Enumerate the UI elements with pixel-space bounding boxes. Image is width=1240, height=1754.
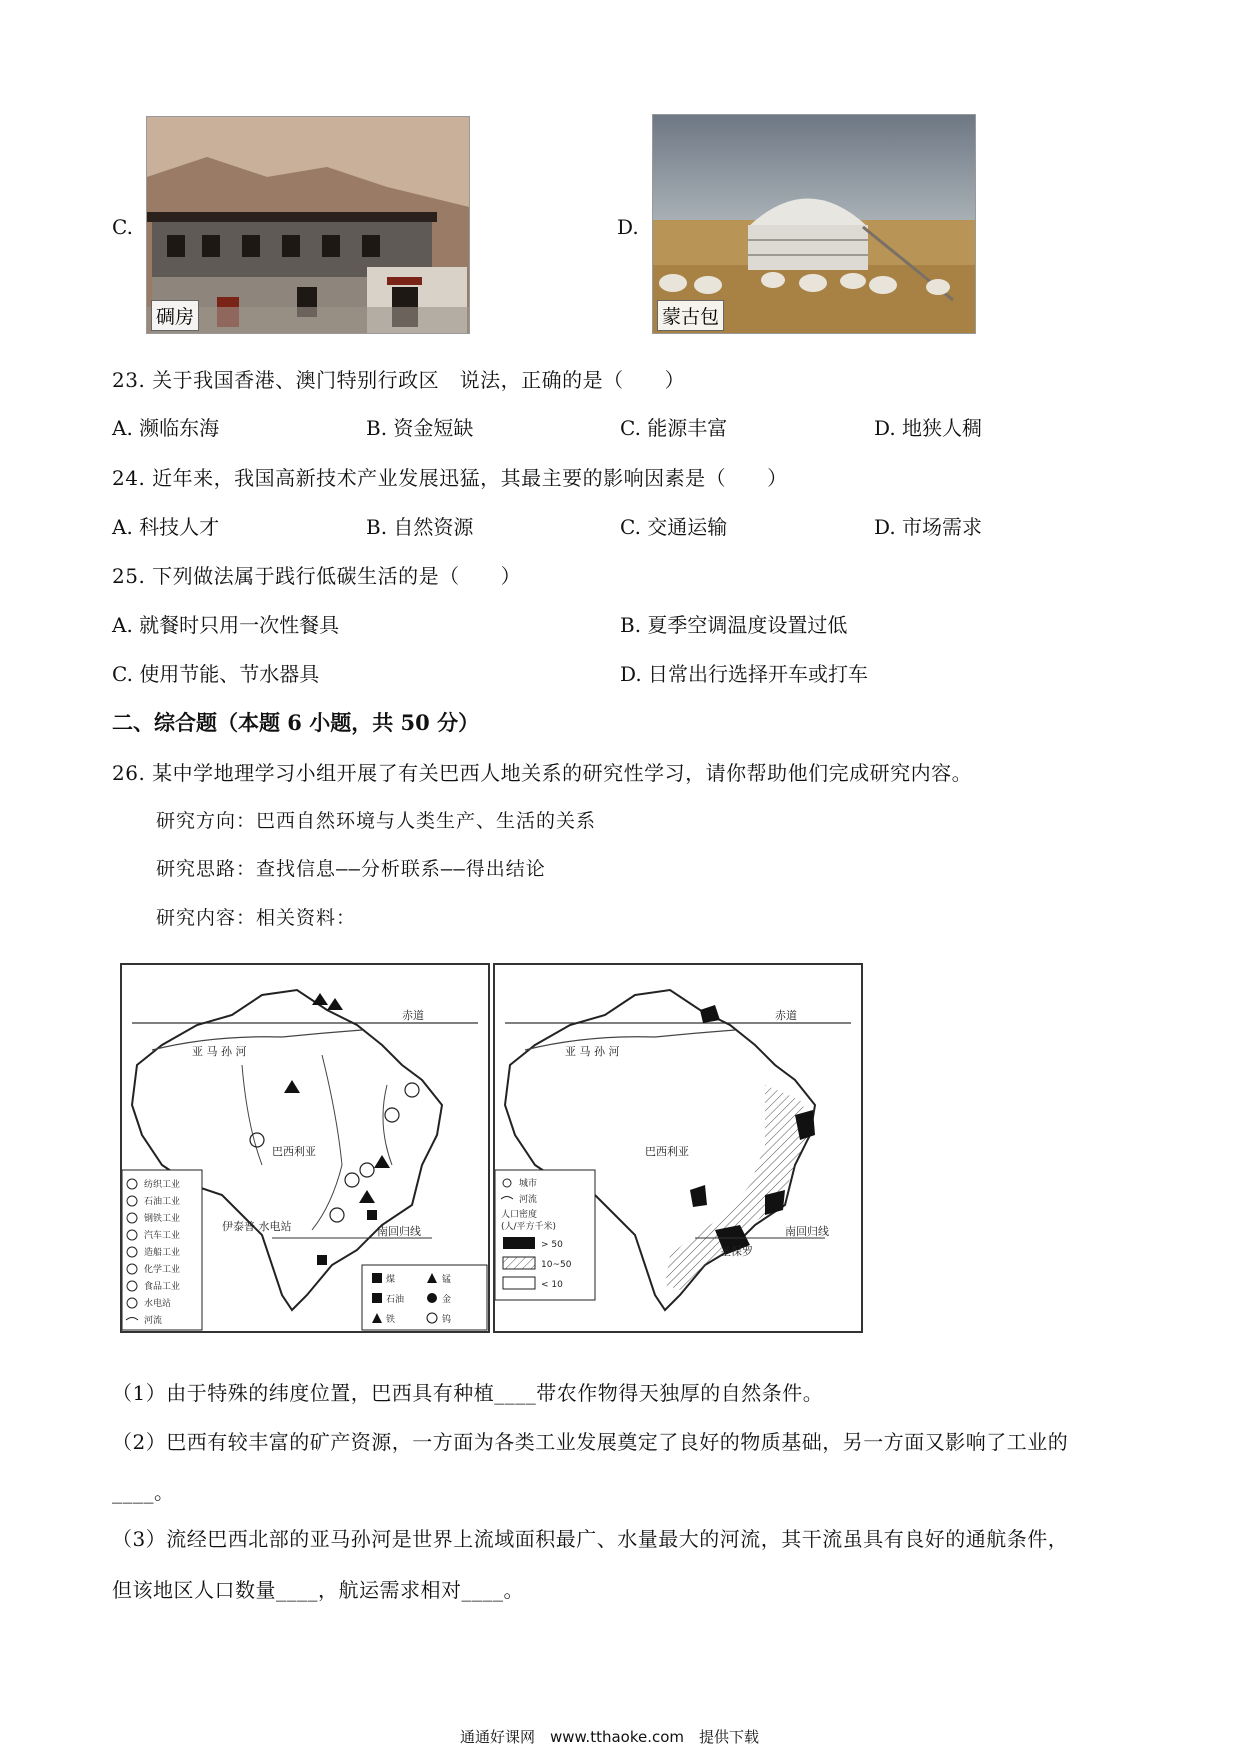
right-tropic-label: 南回归线 (785, 1225, 829, 1238)
option-d-photo (652, 114, 976, 334)
right-brasilia-label: 巴西利亚 (645, 1145, 689, 1158)
svg-text:(人/平方千米): (人/平方千米) (501, 1222, 557, 1232)
svg-text:煤: 煤 (386, 1275, 396, 1285)
left-tropic-label: 南回归线 (377, 1225, 421, 1238)
left-equator-label: 赤道 (402, 1009, 424, 1022)
svg-text:金: 金 (442, 1295, 452, 1305)
svg-text:食品工业: 食品工业 (144, 1282, 181, 1292)
svg-text:10~50: 10~50 (541, 1260, 572, 1270)
left-amazon-label: 亚 马 孙 河 (192, 1045, 247, 1058)
question-23-option-c: C. 能源丰富 (620, 416, 728, 440)
svg-text:河流: 河流 (144, 1316, 163, 1326)
option-c-photo (146, 116, 470, 334)
question-23-option-a: A. 濒临东海 (112, 416, 220, 440)
svg-text:造船工业: 造船工业 (144, 1248, 181, 1258)
svg-text:化学工业: 化学工业 (144, 1265, 181, 1275)
question-25-option-d: D. 日常出行选择开车或打车 (620, 662, 869, 686)
right-saopaulo-label: 圣保罗 (720, 1245, 753, 1258)
right-amazon-label: 亚 马 孙 河 (565, 1045, 620, 1058)
svg-text:城市: 城市 (519, 1179, 538, 1189)
question-23-option-d: D. 地狭人稠 (874, 416, 983, 440)
brazil-population-map (493, 963, 863, 1333)
svg-text:石油工业: 石油工业 (144, 1197, 181, 1207)
question-26-sub-1: （1）由于特殊的纬度位置，巴西具有种植____带农作物得天独厚的自然条件。 (112, 1381, 824, 1405)
svg-text:钢铁工业: 钢铁工业 (144, 1214, 181, 1224)
option-c-letter: C. (112, 215, 133, 239)
question-24-option-c: C. 交通运输 (620, 515, 728, 539)
question-24-stem: 24. 近年来，我国高新技术产业发展迅猛，其最主要的影响因素是（ ） (112, 466, 788, 490)
question-25-option-b: B. 夏季空调温度设置过低 (620, 613, 848, 637)
research-direction: 研究方向：巴西自然环境与人类生产、生活的关系 (156, 810, 597, 832)
left-itaipu-label: 伊泰普 水电站 (222, 1220, 292, 1233)
left-brasilia-label: 巴西利亚 (272, 1145, 316, 1158)
question-26-stem: 26. 某中学地理学习小组开展了有关巴西人地关系的研究性学习，请你帮助他们完成研究内容。 (112, 761, 973, 785)
question-26-sub-3-line-2: 但该地区人口数量____，航运需求相对____。 (112, 1578, 524, 1602)
page-footer: 通通好课网 www.tthaoke.com 提供下载 (460, 1728, 760, 1746)
svg-text:> 50: > 50 (541, 1240, 563, 1250)
svg-text:铁: 铁 (386, 1315, 396, 1325)
svg-text:石油: 石油 (386, 1295, 405, 1305)
svg-text:锰: 锰 (442, 1275, 452, 1285)
research-content: 研究内容：相关资料： (156, 907, 357, 929)
option-c-caption: 碉房 (151, 300, 199, 331)
svg-text:< 10: < 10 (541, 1280, 563, 1290)
svg-text:水电站: 水电站 (144, 1299, 172, 1309)
question-26-sub-2-line-2: ____。 (112, 1480, 175, 1504)
question-25-option-c: C. 使用节能、节水器具 (112, 662, 320, 686)
question-24-option-d: D. 市场需求 (874, 515, 983, 539)
brazil-industry-map (120, 963, 490, 1333)
svg-text:钨: 钨 (442, 1315, 452, 1325)
option-d-letter: D. (617, 215, 639, 239)
question-24-option-a: A. 科技人才 (112, 515, 220, 539)
research-approach: 研究思路：查找信息——分析联系——得出结论 (156, 858, 546, 880)
question-25-stem: 25. 下列做法属于践行低碳生活的是（ ） (112, 564, 522, 588)
question-24-option-b: B. 自然资源 (366, 515, 474, 539)
option-d-caption: 蒙古包 (657, 300, 724, 331)
svg-text:纺织工业: 纺织工业 (144, 1180, 181, 1190)
question-25-option-a: A. 就餐时只用一次性餐具 (112, 613, 340, 637)
right-equator-label: 赤道 (775, 1009, 797, 1022)
section-2-title: 二、综合题（本题 6 小题，共 50 分） (112, 710, 480, 735)
svg-text:河流: 河流 (519, 1195, 538, 1205)
question-26-sub-2-line-1: （2）巴西有较丰富的矿产资源，一方面为各类工业发展奠定了良好的物质基础，另一方面又影响了工业的 (112, 1430, 1069, 1454)
question-23-option-b: B. 资金短缺 (366, 416, 474, 440)
svg-text:汽车工业: 汽车工业 (144, 1231, 181, 1241)
question-23-stem: 23. 关于我国香港、澳门特别行政区 说法，正确的是（ ） (112, 368, 686, 392)
question-26-sub-3-line-1: （3）流经巴西北部的亚马孙河是世界上流域面积最广、水量最大的河流，其干流虽具有良好的通航条件， (112, 1527, 1069, 1551)
svg-text:人口密度: 人口密度 (501, 1210, 538, 1220)
